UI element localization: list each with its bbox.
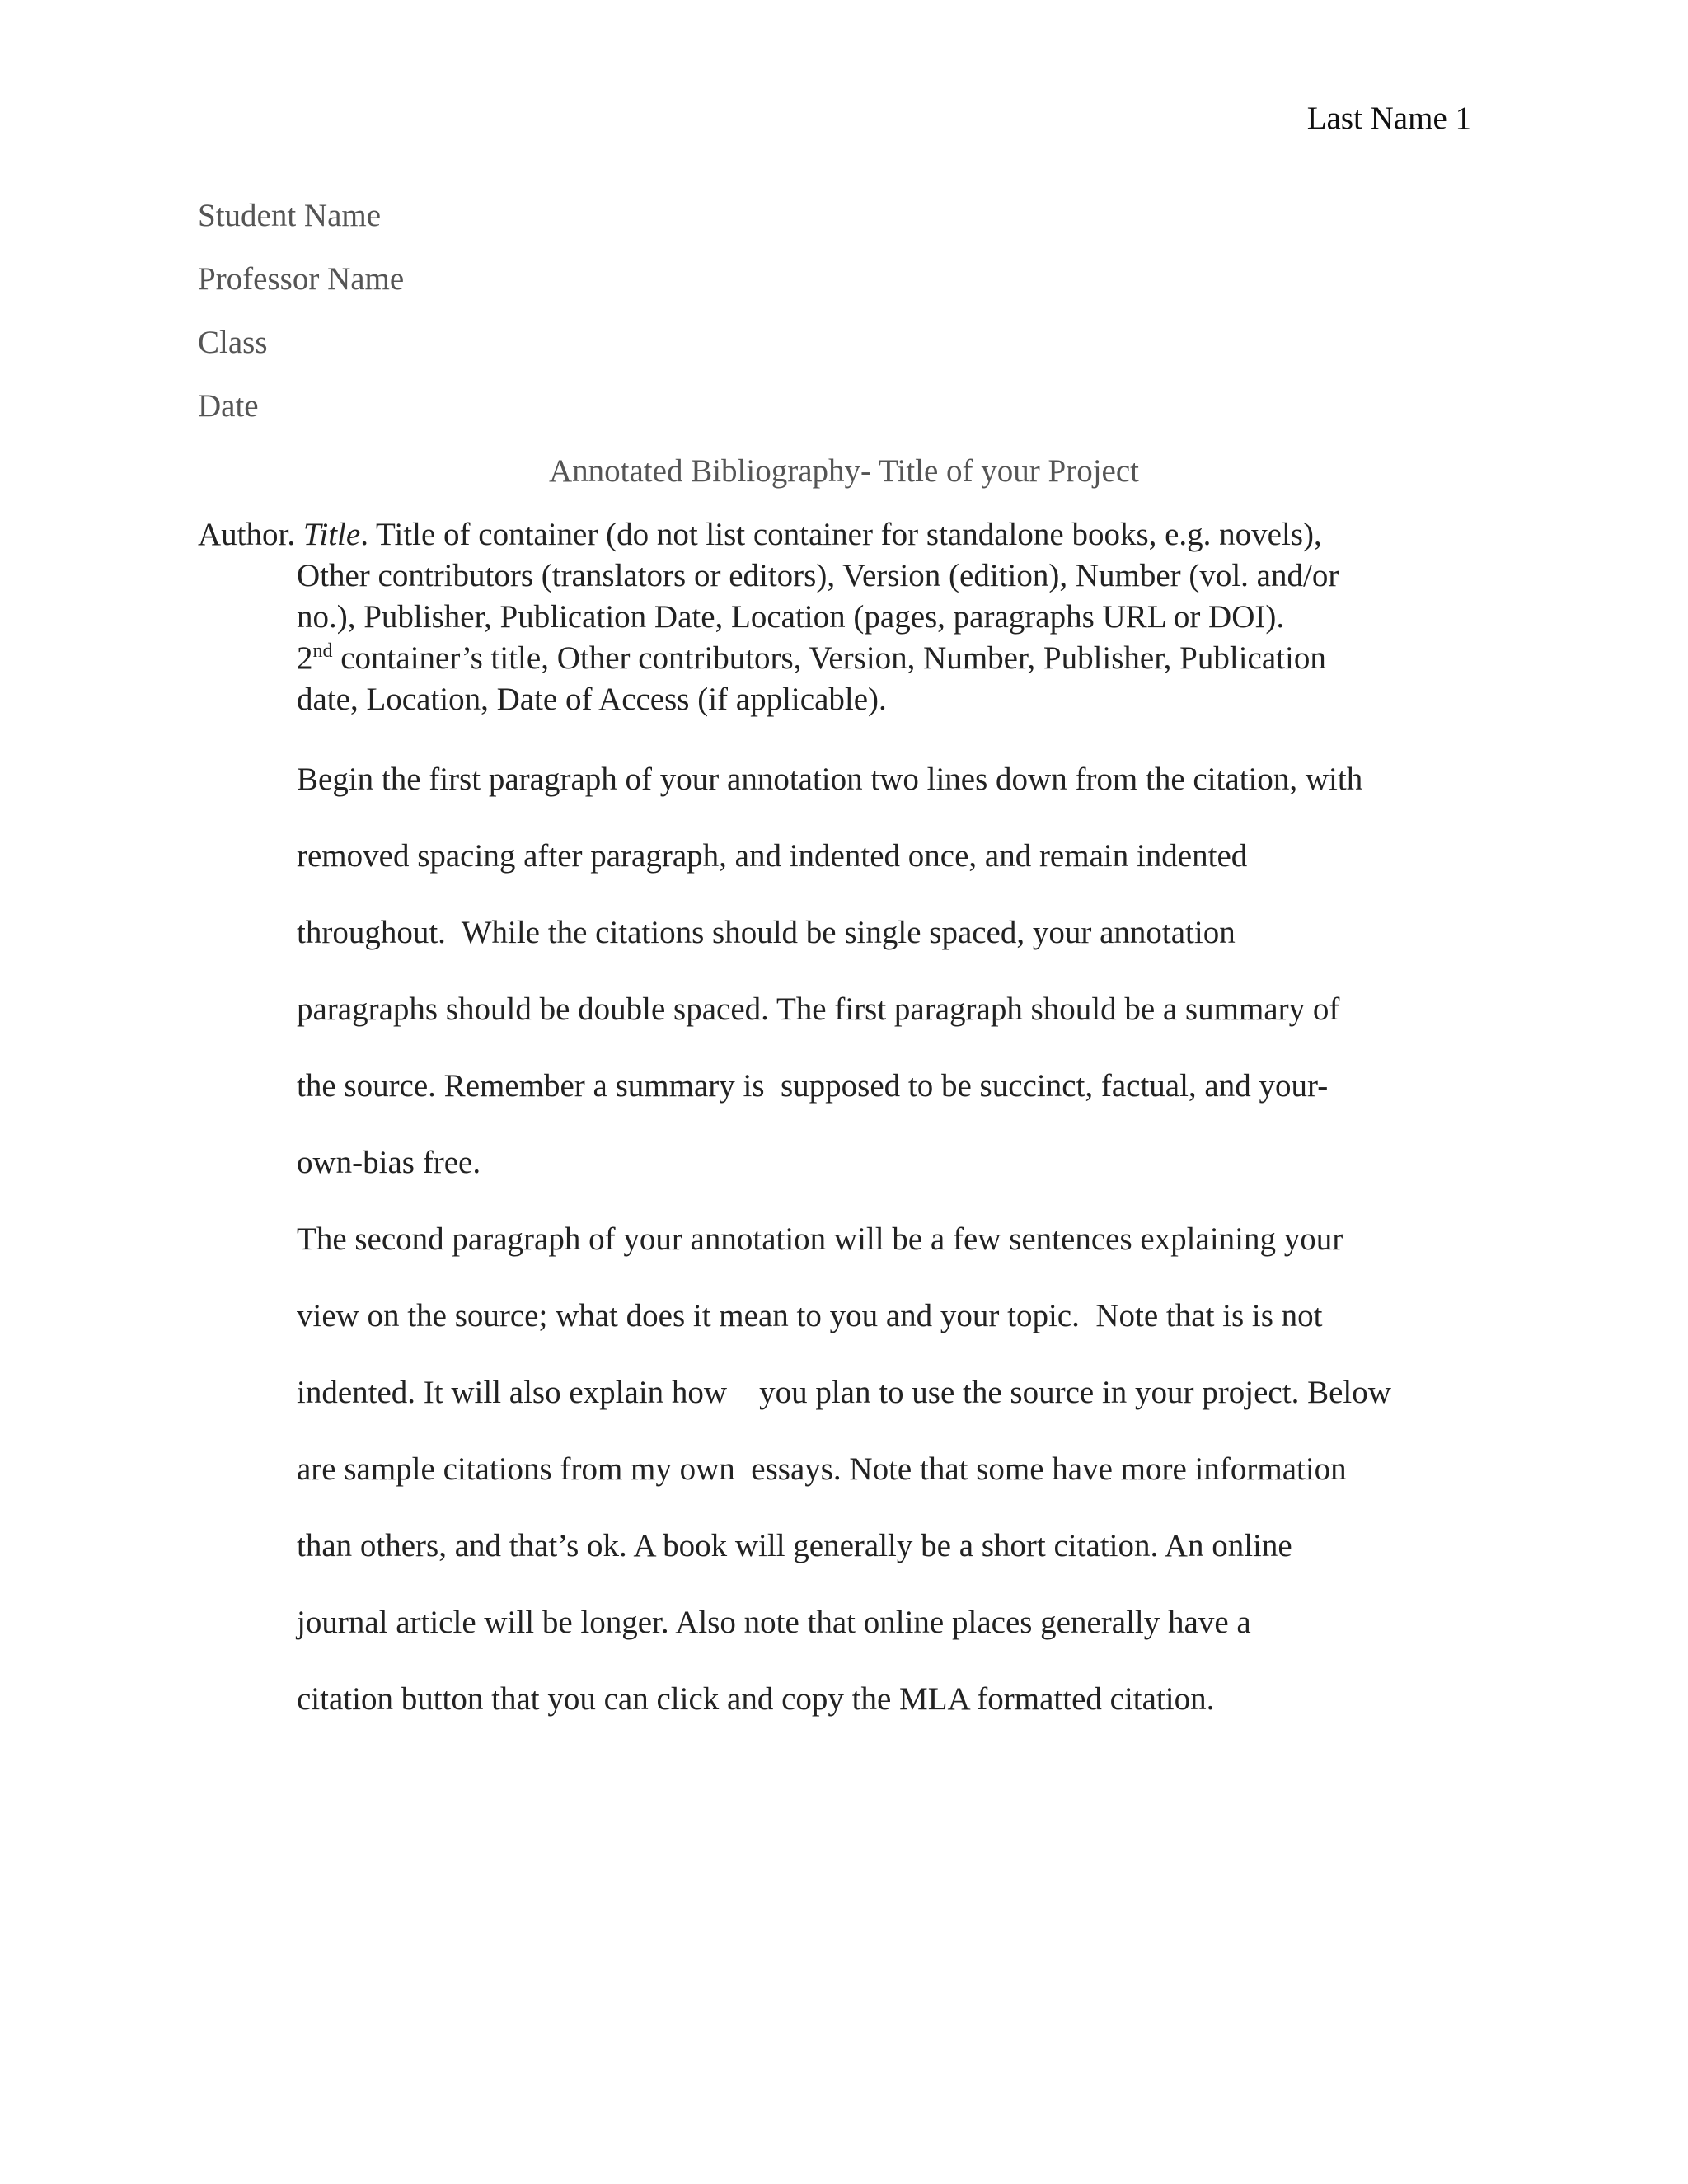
citation-line-4 [297, 638, 1326, 679]
citation-line-2: Other contributors (translators or editors), Version (edition), Number (vol. and/or [297, 558, 1339, 593]
ordinal-suffix: nd [312, 640, 333, 662]
annotation-line: Begin the first paragraph of your annotation two lines down from the citation, with [297, 762, 1363, 797]
running-head: Last Name 1 [1306, 101, 1471, 136]
second-container-text: container’s title, Other contributors, Version, Number, Publisher, Publication [332, 640, 1326, 676]
annotation-line: than others, and that’s ok. A book will generally be a short citation. An online [297, 1528, 1292, 1563]
container-number: 2 [297, 640, 313, 676]
page-title: Annotated Bibliography- Title of your Project [548, 453, 1139, 489]
annotation-line: paragraphs should be double spaced. The first paragraph should be a summary of [297, 991, 1340, 1027]
annotation-line: journal article will be longer. Also note that online places generally have a [297, 1605, 1251, 1640]
annotation-line: citation button that you can click and copy the MLA formatted citation. [297, 1681, 1215, 1717]
citation-line-3: no.), Publisher, Publication Date, Location (pages, paragraphs URL or DOI). [297, 599, 1285, 635]
citation-container: . Title of container (do not list container for standalone books, e.g. novels), [360, 517, 1322, 552]
date-line: Date [198, 388, 259, 424]
citation-line-5: date, Location, Date of Access (if applicable). [297, 682, 887, 717]
student-name: Student Name [198, 198, 382, 233]
annotation-line: throughout. While the citations should be single spaced, your annotation [297, 915, 1236, 950]
citation-title: Title [302, 517, 361, 552]
professor-name: Professor Name [198, 261, 405, 297]
annotation-line: are sample citations from my own essays. Note that some have more information [297, 1451, 1347, 1487]
citation-author: Author. [198, 517, 303, 552]
citation-line-1 [198, 514, 1322, 555]
class-name: Class [198, 325, 268, 360]
annotation-line: The second paragraph of your annotation will be a few sentences explaining your [297, 1221, 1343, 1257]
annotation-line: removed spacing after paragraph, and indented once, and remain indented [297, 838, 1248, 874]
annotation-line: view on the source; what does it mean to you and your topic. Note that is is not [297, 1298, 1323, 1333]
annotation-line: the source. Remember a summary is supposed to be succinct, factual, and your- [297, 1068, 1329, 1104]
annotation-line: own-bias free. [297, 1145, 481, 1180]
annotation-line: indented. It will also explain how you plan to use the source in your project. Below [297, 1375, 1391, 1410]
